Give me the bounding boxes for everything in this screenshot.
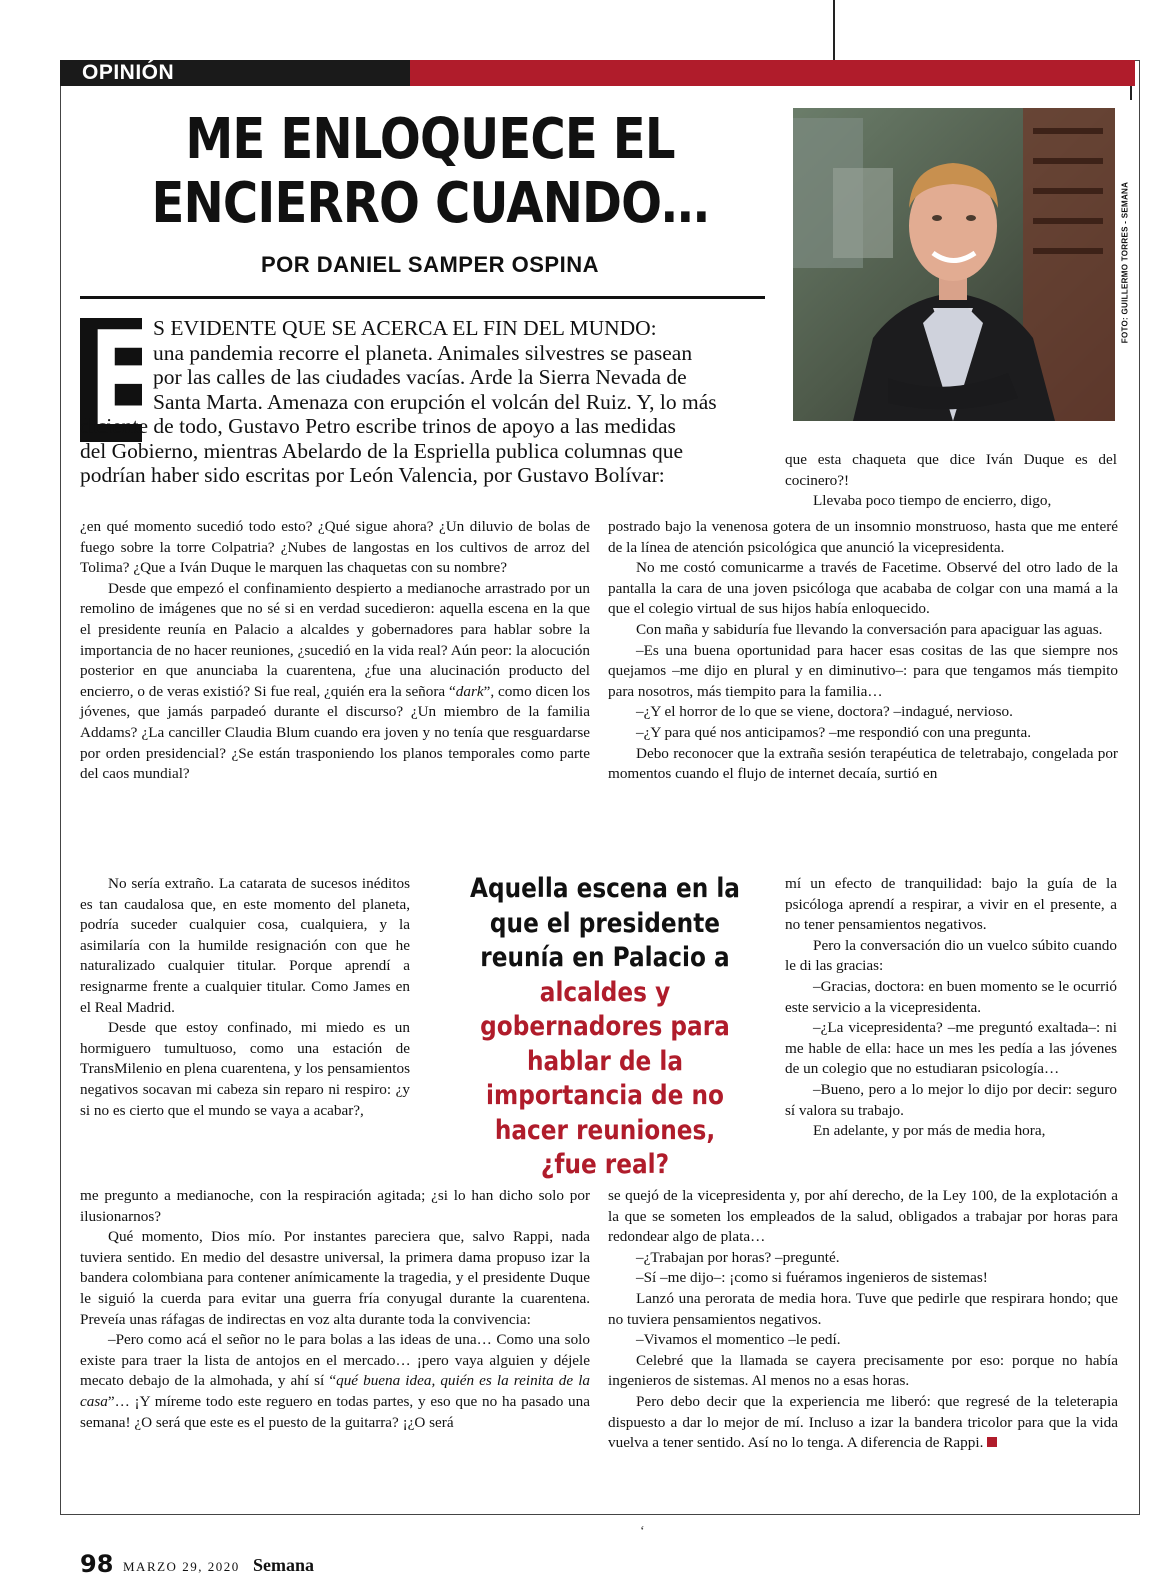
- lead-line: diciente de todo, Gustavo Petro escribe trinos de apoyo a las medidas: [80, 414, 676, 438]
- paragraph: –¿Y para qué nos anticipamos? –me respondió con una pregunta.: [636, 723, 1032, 741]
- paragraph: –¿Trabajan por horas? –pregunté.: [636, 1248, 840, 1266]
- text-span: ”, como dicen los jóvenes, que jamás parpadeó durante el discurso? ¿Un miembro de la familia Addams? ¿La canciller Claudia Blum cuando era joven y no tenía que resguardarse por orden presidencial? ¿Se están trasponiendo los planos temporales como parte del caos mundial?: [80, 682, 590, 783]
- end-mark: [987, 1437, 997, 1447]
- paragraph: que esta chaqueta que dice Iván Duque es del cocinero?!: [785, 451, 1117, 489]
- pull-quote-dark: Aquella escena en la que el presidente reunía en Palacio a: [470, 873, 740, 973]
- section-bar: [60, 60, 1135, 86]
- lead-line: S EVIDENTE QUE SE ACERCA EL FIN DEL MUNDO:: [153, 316, 657, 340]
- dropcap-letter: E: [89, 303, 152, 455]
- registration-mark: ‘: [640, 1524, 645, 1539]
- paragraph: –Vivamos el momentico –le pedí.: [636, 1331, 841, 1349]
- paragraph: –Es una buena oportunidad para hacer esas cositas de las que siempre nos quejamos –me dijo en plural y en diminutivo–: para que tengamos más tiempito para nosotros, más tiempito para la familia…: [608, 641, 1118, 700]
- paragraph: No sería extraño. La catarata de sucesos inéditos es tan caudalosa que, en este momento del planeta, podría suceder cualquier cosa, cualquiera, y la asimilaría con la humilde resignación con que he naturalizado cualquier titular. Porque aprendí a resignarme frente a cualquier titular. Como James en el Real Madrid.: [80, 875, 410, 1016]
- lead-line: podrían haber sido escritas por León Valencia, por Gustavo Bolívar:: [80, 463, 665, 487]
- column-1-lower: [80, 1186, 590, 1433]
- paragraph: En adelante, y por más de media hora,: [813, 1122, 1046, 1140]
- paragraph: ¿en qué momento sucedió todo esto? ¿Qué sigue ahora? ¿Un diluvio de bolas de fuego sobre la torre Colpatria? ¿Nubes de langostas en los cultivos de arroz del Tolima? ¿Que a Iván Duque le marquen las chaquetas con su nombre?: [80, 518, 590, 577]
- headline-line-1: ME ENLOQUECE EL: [185, 107, 675, 172]
- paragraph: Pero la conversación dio un vuelco súbito cuando le di las gracias:: [785, 936, 1117, 975]
- paragraph: Lanzó una perorata de media hora. Tuve que pedirle que respirara hondo; que no tuviera pensamientos negativos.: [608, 1289, 1118, 1328]
- paragraph: Celebré que la llamada se cayera precisamente por eso: porque no había ingenieros de sistemas. Al menos no a esas horas.: [608, 1351, 1118, 1390]
- section-label: OPINIÓN: [82, 61, 175, 84]
- paragraph: –¿Y el horror de lo que se viene, doctora? –indagué, nervioso.: [636, 703, 1013, 721]
- paragraph: Qué momento, Dios mío. Por instantes pareciera que, salvo Rappi, nada tuviera sentido. En medio del desastre universal, la primera dama propuso izar la bandera colombiana para contener anímicamente la tragedia, y el presidente Duque le siguió la cuerda para evitar una guerra fría conyugal durante la cuarentena. Preveía unas ráfagas de indirectas en voz alta durante toda la convivencia:: [80, 1228, 590, 1328]
- photo-credit: [1118, 108, 1132, 421]
- paragraph: No me costó comunicarme a través de Facetime. Observé del otro lado de la pantalla la cara de una joven psicóloga que acababa de colgar con una mamá a la que el colegio virtual de sus hijos había enloquecido.: [608, 559, 1118, 618]
- section-bar-red: [410, 60, 1135, 86]
- paragraph: mí un efecto de tranquilidad: bajo la guía de la psicóloga aprendí a respirar, a vivir en el presente, a no tener pensamientos negativos.: [785, 875, 1117, 934]
- issue-date: MARZO 29, 2020: [123, 1559, 240, 1574]
- text-span: Pero debo decir que la experiencia me liberó: que regresé de la teleterapia dispuesto a dar lo mejor de mí. Incluso a izar la bandera tricolor para que la vida vuelva a tener sentido. Así no lo tenga. A diferencia de Rappi.: [608, 1392, 1118, 1452]
- headline-rule: [80, 296, 765, 299]
- column-2: [608, 517, 1118, 785]
- photo-credit-text: FOTO: GUILLERMO TORRES - SEMANA: [1120, 181, 1130, 344]
- paragraph: [608, 1392, 1118, 1454]
- author-photo: [793, 108, 1115, 421]
- byline: POR DANIEL SAMPER OSPINA: [261, 252, 599, 277]
- italic-span: qué buena idea, quién es la reinita de la casa: [80, 1372, 591, 1410]
- paragraph: [80, 1330, 590, 1433]
- paragraph: me pregunto a medianoche, con la respiración agitada; ¿si lo han dicho solo por ilusionarnos?: [80, 1187, 590, 1225]
- paragraph: –¿La vicepresidenta? –me preguntó exaltada–: ni me hable de ella: hace un mes les pedía a las jóvenes de un colegio que no estudiaran psicología…: [785, 1019, 1117, 1078]
- paragraph: –Gracias, doctora: en buen momento se le ocurrió este servicio a la vicepresidenta.: [785, 977, 1117, 1016]
- text-span: –Pero como acá el señor no le para bolas a las ideas de una… Como una solo existe para traer la lista de antojos en el mercado… ¡pero vaya alguien y déjele mecato debajo de la almohada, y ahí sí “: [80, 1331, 590, 1390]
- italic-span: dark: [455, 682, 484, 700]
- article-headline: [129, 108, 731, 236]
- paragraph: [80, 579, 590, 785]
- lead-line: una pandemia recorre el planeta. Animales silvestres se pasean: [153, 340, 693, 365]
- paragraph: postrado bajo la venenosa gotera de un insomnio monstruoso, hasta que me enteré de la línea de atención psicológica que anunció la vicepresidenta.: [608, 518, 1118, 556]
- paragraph: Debo reconocer que la extraña sesión terapéutica de teletrabajo, congelada por momentos cuando el flujo de internet decaía, surtió en: [608, 744, 1118, 783]
- paragraph: Desde que estoy confinado, mi miedo es un hormiguero tumultuoso, como una estación de TransMilenio en plena cuarentena, y los pensamientos negativos socavan mi cabeza sin reparo ni respiro: ¿y si no es cierto que el mundo se vaya a acabar?,: [80, 1019, 410, 1119]
- lead-line: por las calles de las ciudades vacías. Arde la Sierra Nevada de: [153, 365, 687, 389]
- column-1-narrow: [80, 874, 410, 1121]
- text-span: ”… ¡Y míreme todo este reguero en todas partes, y eso que no ha pasado una semana! ¿O será que este es el puesto de la guitarra? ¡¿O será: [80, 1392, 590, 1431]
- pull-quote-red: alcaldes y gobernadores para hablar de la importancia de no hacer reuniones, ¿fue real?: [480, 976, 730, 1180]
- paragraph: –Sí –me dijo–: ¡como si fuéramos ingenieros de sistemas!: [636, 1269, 988, 1287]
- crop-mark-top: [833, 0, 835, 62]
- paragraph: –Bueno, pero a lo mejor lo dijo por decir: seguro sí valora su trabajo.: [785, 1080, 1117, 1119]
- paragraph: Llevaba poco tiempo de encierro, digo,: [813, 492, 1052, 510]
- lead-line: del Gobierno, mientras Abelardo de la Espriella publica columnas que: [80, 438, 684, 463]
- magazine-name: Semana: [253, 1555, 315, 1575]
- text-span: Desde que empezó el confinamiento despierto a medianoche arrastrado por un remolino de imágenes que no sé si en verdad sucedieron: aquella escena en la que el presidente reunía en Palacio a alcaldes y gobernadores para hablar sobre la importancia de no hacer reuniones, ¿sucedió en la vida real? Aún peor: la alocución posterior en que anunciaba la cuarentena, ¿fue una alucinación producto del encierro, o de veras existió? Si fue real, ¿quién era la señora “: [80, 579, 590, 700]
- headline-line-2: ENCIERRO CUANDO…: [151, 171, 709, 236]
- pull-quote: [463, 872, 747, 1183]
- lead-line: Santa Marta. Amenaza con erupción el volcán del Ruiz. Y, lo más: [153, 389, 717, 414]
- column-2-lower: [608, 1186, 1118, 1454]
- column-2-narrow: [785, 874, 1117, 1142]
- page-number: 98: [80, 1550, 114, 1578]
- author-portrait-image: [793, 108, 1115, 421]
- column-1: [80, 517, 590, 785]
- paragraph: Con maña y sabiduría fue llevando la conversación para apaciguar las aguas.: [636, 620, 1103, 638]
- column-2-top: [785, 450, 1117, 512]
- paragraph: se quejó de la vicepresidenta y, por ahí derecho, de la Ley 100, de la explotación a la que se someten los empleados de la salud, obligados a trabajar por horas para redondear algo de plata…: [608, 1187, 1118, 1246]
